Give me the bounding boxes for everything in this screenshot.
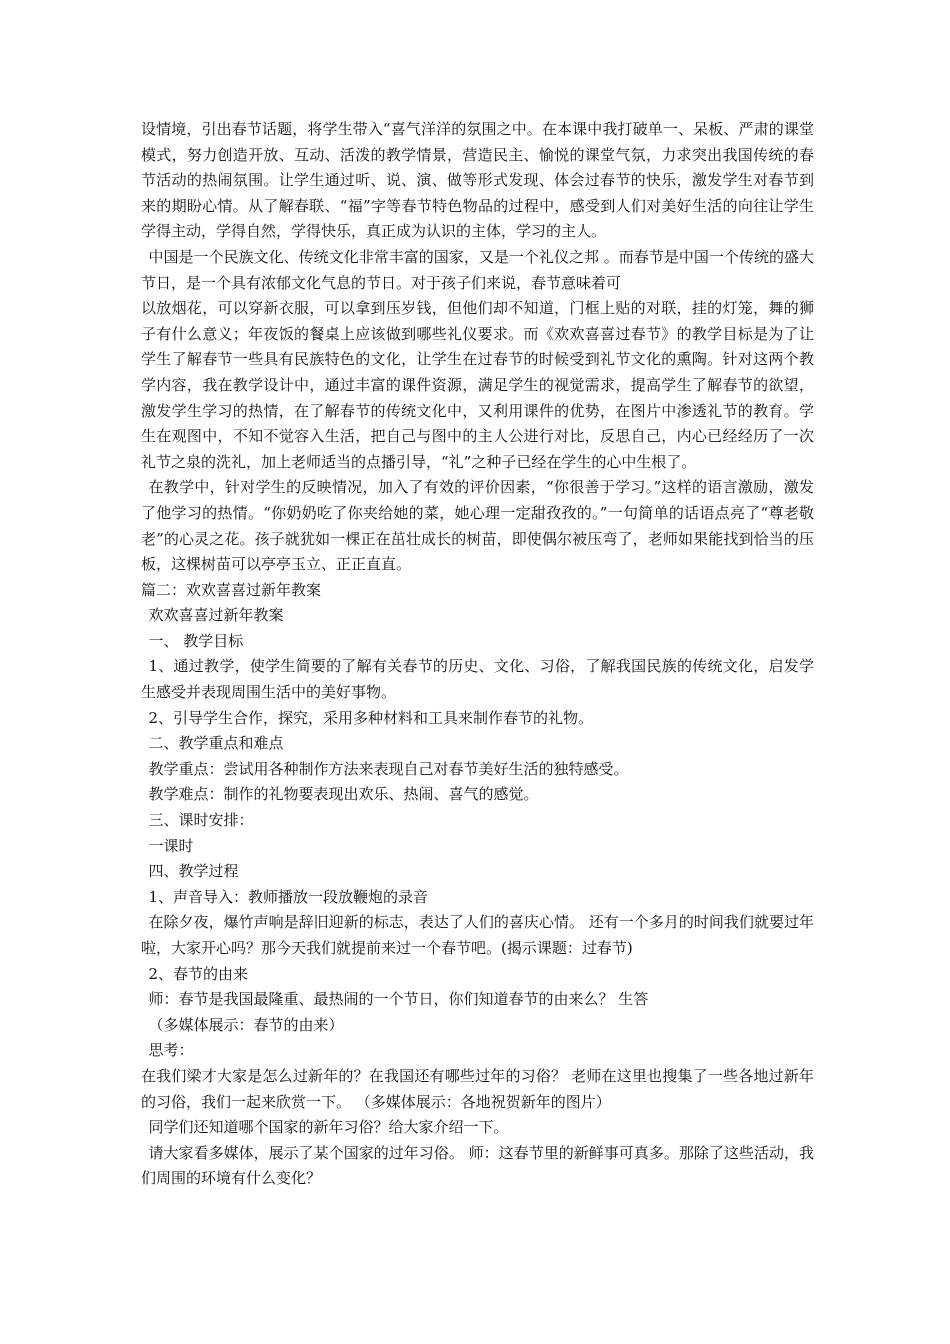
document-page [141, 117, 814, 1192]
paragraph-etiquette-intro: 中国是一个民族文化、传统文化非常丰富的国家，又是一个礼仪之邦 。而春节是中国一个传统的盛大节日，是一个具有浓郁文化气息的节日。对于孩子们来说，春节意味着可 [141, 247, 814, 292]
process-step-1: 1、声音导入：教师播放一段放鞭炮的录音 [148, 887, 429, 906]
paragraph-multimedia-country: 请大家看多媒体，展示了某个国家的过年习俗。 师：这春节里的新鲜事可真多。那除了这些活动，我们周围的环境有什么变化？ [141, 1143, 814, 1188]
paragraph-evaluation: 在教学中，针对学生的反映情况，加入了有效的评价因素，“你很善于学习。”这样的语言激励，激发了他学习的热情。“你奶奶吃了你夹给她的菜，她心理一定甜孜孜的。”一句简单的话语点亮了“尊老敬老”的心灵之花。孩子就犹如一棵正在茁壮成长的树苗，即使偶尔被压弯了，老师如果能找到恰当的压板，这棵树苗可以亭亭玉立、正正直直。 [141, 478, 814, 574]
difficult-point: 教学难点：制作的礼物要表现出欢乐、热闹、喜气的感觉。 [148, 785, 539, 804]
heading-schedule: 三、课时安排： [148, 811, 254, 830]
heading-teaching-process: 四、教学过程 [148, 862, 239, 881]
paragraph-new-year-eve: 在除夕夜，爆竹声响是辞旧迎新的标志，表达了人们的喜庆心情。 还有一个多月的时间我们就要过年啦，大家开心吗？那今天我们就提前来过一个春节吧。(揭示课题：过春节) [141, 913, 814, 957]
heading-key-points: 二、教学重点和难点 [148, 734, 284, 753]
heading-teaching-goals: 一、 教学目标 [148, 631, 244, 650]
paragraph-teaching-reflection: 设情境，引出春节话题，将学生带入“喜气洋洋的氛围之中。在本课中我打破单一、呆板、严肃的课堂模式，努力创造开放、互动、活泼的教学情景，营造民主、愉悦的课堂气氛，力求突出我国传统的春节活动的热闹氛围。让学生通过听、说、演、做等形式发现、体会过春节的快乐，激发学生对春节到来的期盼心情。从了解春联、“福”字等春节特色物品的过程中，感受到人们对美好生活的向往让学生学得主动，学得自然，学得快乐，真正成为认识的主体，学习的主人。 [141, 120, 814, 241]
paragraph-customs: 在我们梁才大家是怎么过新年的？在我国还有哪些过年的习俗？ 老师在这里也搜集了一些各地过新年的习俗，我们一起来欣赏一下。 （多媒体展示：各地祝贺新年的图片） [141, 1066, 814, 1111]
paragraph-etiquette-continued: 以放烟花，可以穿新衣服，可以拿到压岁钱，但他们却不知道，门框上贴的对联，挂的灯笼，舞的狮子有什么意义；年夜饭的餐桌上应该做到哪些礼仪要求。而《欢欢喜喜过春节》的教学目标是为了让学生了解春节一些具有民族特色的文化，让学生在过春节的时候受到礼节文化的熏陶。针对这两个教学内容，我在教学设计中，通过丰富的课件资源，满足学生的视觉需求，提高学生了解春节的欲望，激发学生学习的热情，在了解春节的传统文化中，又利用课件的优势，在图片中渗透礼节的教育。学生在观图中，不知不觉容入生活，把自己与图中的主人公进行对比，反思自己，内心已经经历了一次礼节之泉的洗礼，加上老师适当的点播引导，“礼”之种子已经在学生的心中生根了。 [141, 299, 814, 471]
paragraph-thinking-label: 思考： [148, 1041, 194, 1060]
paragraph-teacher-question: 师：春节是我国最隆重、最热闹的一个节日，你们知道春节的由来么？ 生答 [148, 990, 649, 1009]
key-point: 教学重点：尝试用各种制作方法来表现自己对春节美好生活的独特感受。 [148, 759, 629, 778]
process-step-2: 2、春节的由来 [148, 964, 249, 983]
paragraph-multimedia-origin: （多媒体展示：春节的由来） [148, 1015, 344, 1034]
lesson-plan-title: 欢欢喜喜过新年教案 [148, 606, 284, 625]
goal-item-2: 2、引导学生合作，探究，采用多种材料和工具来制作春节的礼物。 [148, 708, 594, 727]
section-title: 篇二：欢欢喜喜过新年教案 [141, 580, 322, 599]
goal-item-1: 1、通过教学，使学生简要的了解有关春节的历史、文化、习俗，了解我国民族的传统文化，启发学生感受并表现周围生活中的美好事物。 [141, 657, 814, 702]
paragraph-other-countries: 同学们还知道哪个国家的新年习俗？给大家介绍一下。 [148, 1118, 509, 1137]
schedule-value: 一课时 [148, 836, 194, 855]
